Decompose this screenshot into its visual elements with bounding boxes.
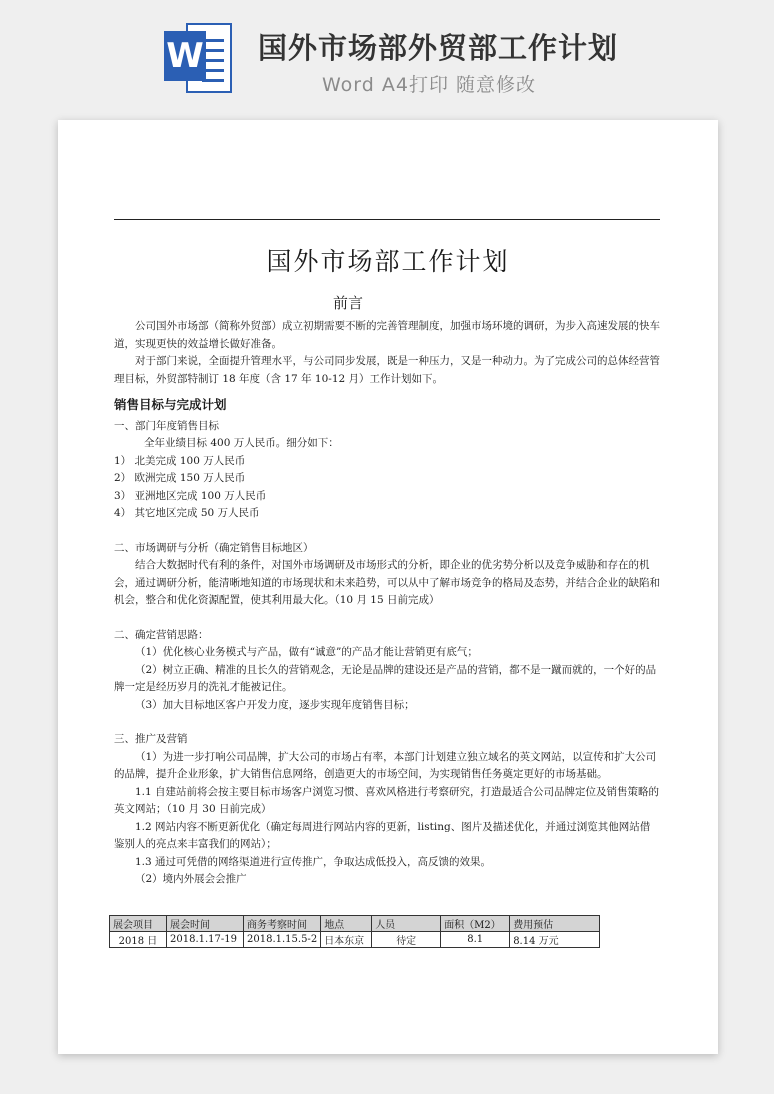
section-heading: 销售目标与完成计划 <box>114 397 227 412</box>
list-item: （1）优化核心业务模式与产品，做有“诚意”的产品才能让营销更有底气； <box>135 646 478 658</box>
subsection-title: 三、推广及营销 <box>114 733 188 745</box>
list-item: 4） 其它地区完成 50 万人民币 <box>114 507 260 519</box>
list-item: 1） 北美完成 100 万人民币 <box>114 454 246 467</box>
paragraph: 1.2 网站内容不断更新优化（确定每周进行网站内容的更新，listing、图片及描述优化，并通过浏览其他网站借鉴别人的亮点来丰富我们的网站）； <box>114 820 651 850</box>
list-item: （2）树立正确、精准的且长久的营销观念，无论是品牌的建设还是产品的营销，都不是一蹴而就的，一个好的品牌一定是经历岁月的洗礼才能被记住。 <box>114 663 657 693</box>
table-cell: 日本东京 <box>321 932 372 948</box>
banner-subtitle: Word A4打印 随意修改 <box>322 74 537 96</box>
table-header-cell: 商务考察时间 <box>244 916 321 932</box>
table-header-cell: 人员 <box>372 916 441 932</box>
table-header-cell: 地点 <box>321 916 372 932</box>
subsection-title: 一、部门年度销售目标 <box>114 419 219 432</box>
word-icon-letter: W <box>164 31 206 81</box>
header-rule <box>114 219 660 220</box>
table-cell: 2018.1.17-19 <box>167 932 244 948</box>
table-header-cell: 费用预估 <box>510 916 599 932</box>
paragraph: （2）境内外展会会推广 <box>135 873 247 885</box>
subsection-title: 二、市场调研与分析（确定销售目标地区） <box>114 541 314 554</box>
banner-title: 国外市场部外贸部工作计划 <box>258 31 619 65</box>
header-banner <box>0 0 774 108</box>
table-header-cell: 展会项目 <box>110 916 167 932</box>
table-header-cell: 展会时间 <box>167 916 244 932</box>
paragraph: 对于部门来说，全面提升管理水平，与公司同步发展，既是一种压力，又是一种动力。为了完成公司的总体经营管理目标，外贸部特制订 18 年度（含 17 年 10-12 月）工作计划如下。 <box>114 355 660 385</box>
document-title: 国外市场部工作计划 <box>266 247 510 276</box>
paragraph: 公司国外市场部（简称外贸部）成立初期需要不断的完善管理制度，加强市场环境的调研，为步入高速发展的快车道，实现更快的效益增长做好准备。 <box>114 320 660 350</box>
table-cell: 8.1 <box>441 932 510 948</box>
paragraph: 1.1 自建站前将会按主要目标市场客户浏览习惯、喜欢风格进行考察研究，打造最适合公司品牌定位及销售策略的英文网站；（10 月 30 日前完成） <box>114 785 660 815</box>
paragraph: （1）为进一步打响公司品牌，扩大公司的市场占有率，本部门计划建立独立域名的英文网站，以宣传和扩大公司的品牌，提升企业形象，扩大销售信息网络，创造更大的市场空间，为实现销售任务奠定更好的市场基础。 <box>114 750 657 780</box>
list-item: （3）加大目标地区客户开发力度，逐步实现年度销售目标； <box>135 698 415 711</box>
paragraph: 1.3 通过可凭借的网络渠道进行宣传推广，争取达成低投入，高反馈的效果。 <box>135 855 492 868</box>
list-item: 3） 亚洲地区完成 100 万人民币 <box>114 489 267 502</box>
table-cell: 2018.1.15.5-2 <box>244 932 321 948</box>
paragraph: 全年业绩目标 400 万人民币。细分如下： <box>144 437 339 449</box>
list-item: 2） 欧洲完成 150 万人民币 <box>114 472 246 484</box>
table-header-cell: 面积（M2） <box>441 916 510 932</box>
table-cell: 待定 <box>372 932 441 948</box>
word-icon <box>164 19 234 97</box>
table-cell: 2018 日 <box>110 932 167 948</box>
document-page <box>58 120 718 1054</box>
table-row <box>110 932 600 948</box>
expo-table <box>109 915 600 948</box>
preface-heading: 前言 <box>333 294 364 312</box>
table-cell: 8.14 万元 <box>510 932 599 948</box>
table-header-row <box>110 916 600 932</box>
subsection-title: 二、确定营销思路： <box>114 628 209 641</box>
document-body <box>114 318 660 889</box>
paragraph: 结合大数据时代有利的条件，对国外市场调研及市场形式的分析，即企业的优劣势分析以及竞争威胁和存在的机会，通过调研分析，能清晰地知道的市场现状和未来趋势，可以从中了解市场竞争的格局及态势，并结合企业的缺陷和机会，整合和优化资源配置，使其利用最大化。（10 月 15 日前完成） <box>114 559 660 606</box>
